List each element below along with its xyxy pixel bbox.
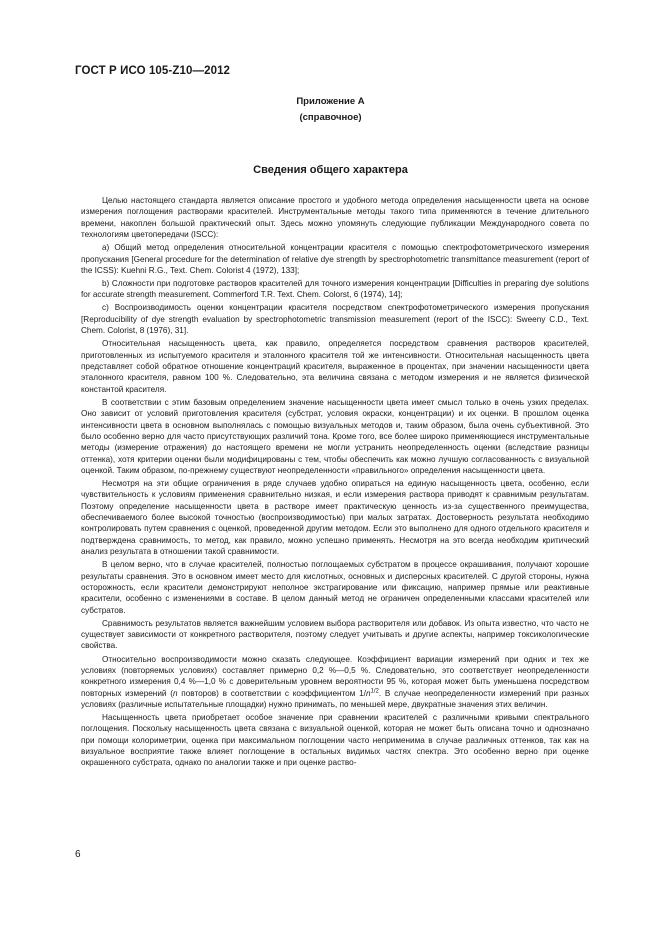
annex-status: (справочное) [299, 112, 362, 123]
paragraph-list-c: c) Воспроизводимость оценки концентрации красителя посредством спектрофотометрического измерения пропускания [Reproducibility of dye strength evaluation by spectrophotometric transmission measurement (report of the ISCC): Sweeny C.D., Text. Chem. Colorist, 8 (1976), 31]. [81, 303, 589, 336]
repro-text-tail: . В случае неопределенности измерений при разных условиях (различные испытательные площадки) нужно принимать, по меньшей мере, двукратные значения этих величин. [81, 688, 590, 709]
paragraph-solvent: Сравнимость результатов является важнейшим условием выбора растворителя или добавок. Из опыта известно, что часто не существует зависимости от конкретного растворителя, поэтому следует учитывать и другие аспекты, например токсикологические свойства. [81, 618, 589, 651]
paragraph-dye-classes: В целом верно, что в случае красителей, полностью поглощаемых субстратом в процессе окрашивания, получают хорошие результаты сравнения. Это в основном имеет место для кислотных, основных и дисперсных красителей. С другой стороны, нужна осторожность, если красители демонстрируют неполное экстрагирование или фиксацию, например прямые или реактивные красители, особенно с изменениями в составе. В целом данный метод не ограничен определенными классами красителей или субстратов. [81, 560, 589, 615]
paragraph-spectral: Насыщенность цвета приобретает особое значение при сравнении красителей с различными кривыми спектрального поглощения. Поскольку насыщенность цвета связана с визуальной оценкой, которая не может быть описана точно и однозначно при помощи колориметрии, оценка при максимальном поглощении часто неприменима в случае различных оттенков, так как на визуальное восприятие также влияет поглощение в остальных видимых частях спектра. Это особенно верно при оценке окрашенного субстрата, однако по аналогии также и при оценке раство- [81, 713, 589, 768]
paragraph-list-b: b) Сложности при подготовке растворов красителей для точного измерения концентрации [Difficulties in preparing dye solutions for accurate strength measurement. Commerford T.R. Text. Chem. Colorst, 6 (1974), 14]; [81, 279, 589, 300]
repro-text-main: Относительно воспроизводимости можно сказать следующее. Коэффициент вариации измерений при одних и тех же условиях (повторяемых условиях) составляет примерно 0,2 %—0,5 %. Следовательно, это соответствует неопределенности конкретного измерения 0,4 %—1,0 % с доверительным уровнем вероятности 95 %, которая может быть уменьшена посредством повторных измерений ( [81, 654, 589, 698]
paragraph-limitations: Несмотря на эти общие ограничения в ряде случаев удобно опираться на единую насыщенность цвета, особенно, если чувствительность к условиям применения сравнительно низкая, и если измерения раствора приводят к сравнимым результатам. Поэтому определение насыщенности цвета в растворе имеет практическую ценность из-за существенного преимущества, обеспечиваемого более высокой точностью (воспроизводимостью) при малых затратах. Достоверность результата необходимо контролировать путем сравнения с оценкой, проведенной другим методом. Если это выполнено для одного отдельного красителя и подтверждена сравнимость, то метод, как правило, можно успешно применять. Несмотря на это всегда необходим критический анализ результата в отношении такой сравнимости. [81, 479, 589, 557]
annex-title: Приложение А [296, 96, 365, 107]
section-title: Сведения общего характера [253, 164, 408, 176]
page-number: 6 [75, 849, 81, 860]
document-header: ГОСТ Р ИСО 105-Z10—2012 [75, 65, 231, 77]
repro-exponent: 1/2 [370, 687, 379, 694]
paragraph-list-a: a) Общий метод определения относительной концентрации красителя с помощью спектрофотометрического измерения пропускания [General procedure for the determination of relative dye strength by spectrophotometric transmittance measurement (report of the ICSS): Kuehni R.G., Text. Chem. Colorist 4 (1972), 133]; [81, 243, 589, 275]
paragraph-relative-strength: Относительная насыщенность цвета, как правило, определяется посредством сравнения растворов красителей, приготовленных из испытуемого красителя и эталонного красителя той же интенсивности. Относительная насыщенность цвета представляет собой обратное отношение концентраций красителя, выраженное в процентах, при значении насыщенности цвета эталонного красителя, равном 100 %. Следовательно, эта величина связана с методом измерения и не является физической константой красителя. [81, 339, 589, 394]
body-text [81, 195, 589, 771]
paragraph-reproducibility [81, 654, 589, 711]
repro-n-variable: n [172, 688, 178, 698]
repro-text-mid: повторов) в соответствии с коэффициентом 1/ [177, 688, 366, 698]
paragraph-basic-definition: В соответствии с этим базовым определением значение насыщенности цвета имеет смысл только в очень узких пределах. Оно зависит от условий приготовления красителя (субстрат, условия окраски, концентрации) и их оценки. В прошлом оценка интенсивности цвета в основном выполнялась с помощью визуальных методов и, таким образом, была очень субъективной. Это было особенно верно для часто присутствующих различий тона. Кроме того, все более широко применяющиеся инструментальные методы (измерение отражения) до настоящего времени не могли устранить неопределенность оценки (вследствие разницы оттенка), хотя критерии оценки были модифицированы с тем, чтобы обеспечить как можно лучшую согласованность с визуальной оценкой. Таким образом, по-прежнему существуют неопределенности «правильного» определения насыщенности цвета. [81, 397, 589, 475]
repro-n-variable-2: n [365, 688, 371, 698]
paragraph-intro: Целью настоящего стандарта является описание простого и удобного метода определения насыщенности цвета на основе измерения поглощения растворами красителей. Инструментальные методы такого типа применяются в течение длительного времени, накоплен большой практический опыт. Здесь можно упомянуть следующие публикации Международного совета по технологиям цветопередачи (ISCC): [81, 196, 589, 240]
